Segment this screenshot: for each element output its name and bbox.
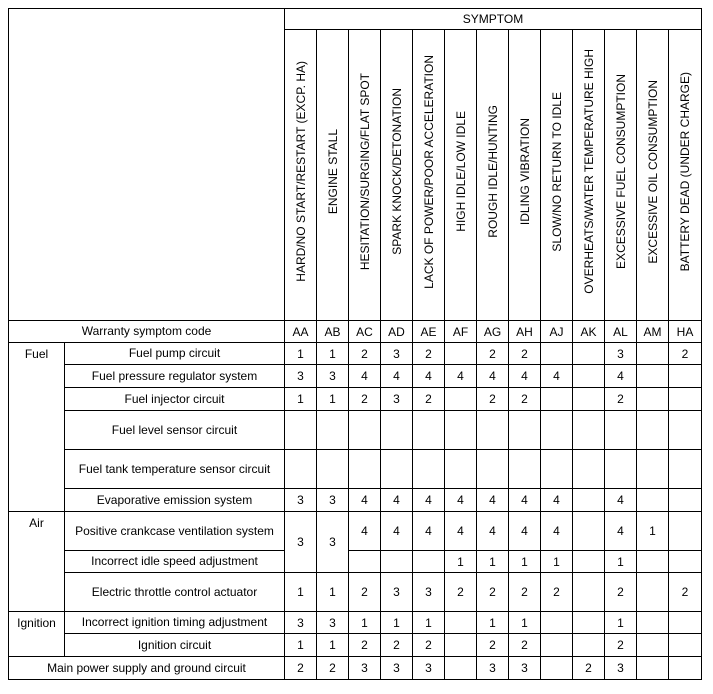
table-cell: 3 <box>413 657 445 680</box>
column-header <box>541 30 573 321</box>
table-cell: 3 <box>605 657 637 680</box>
table-cell <box>413 450 445 489</box>
table-cell: 2 <box>477 634 509 657</box>
table-cell: 1 <box>509 551 541 573</box>
table-cell <box>573 450 605 489</box>
table-cell: 1 <box>285 634 317 657</box>
table-cell <box>573 489 605 512</box>
table-cell: 3 <box>381 388 413 411</box>
table-cell <box>637 489 669 512</box>
table-cell: 2 <box>573 657 605 680</box>
column-header <box>637 30 669 321</box>
table-cell <box>669 450 702 489</box>
table-cell: 2 <box>413 388 445 411</box>
table-cell <box>669 657 702 680</box>
table-cell <box>541 657 573 680</box>
warranty-code: AL <box>605 321 637 343</box>
table-cell: 3 <box>413 573 445 612</box>
table-cell: 2 <box>605 634 637 657</box>
table-cell <box>445 343 477 365</box>
table-cell: 4 <box>349 512 381 551</box>
column-header <box>573 30 605 321</box>
table-cell <box>413 411 445 450</box>
table-cell: 4 <box>413 365 445 388</box>
table-cell <box>445 634 477 657</box>
table-cell <box>477 411 509 450</box>
table-cell <box>669 551 702 573</box>
table-cell: 4 <box>541 512 573 551</box>
row-label: Evaporative emission system <box>65 489 285 512</box>
table-cell: 2 <box>477 343 509 365</box>
table-cell <box>637 450 669 489</box>
table-cell: 2 <box>413 634 445 657</box>
column-header-text: SPARK KNOCK/DETONATION <box>389 88 404 255</box>
table-cell: 1 <box>509 612 541 634</box>
symptom-matrix <box>8 8 702 680</box>
table-cell: 1 <box>605 551 637 573</box>
table-cell: 2 <box>349 634 381 657</box>
table-cell <box>541 634 573 657</box>
table-cell <box>349 450 381 489</box>
table-cell <box>669 634 702 657</box>
table-cell: 2 <box>349 343 381 365</box>
table-cell: 3 <box>381 657 413 680</box>
table-cell: 4 <box>605 365 637 388</box>
table-cell <box>637 573 669 612</box>
table-cell: 3 <box>317 512 349 573</box>
table-cell <box>541 612 573 634</box>
warranty-code: AE <box>413 321 445 343</box>
table-cell <box>605 411 637 450</box>
table-row <box>9 657 702 680</box>
table-cell: 4 <box>445 489 477 512</box>
table-cell: 4 <box>445 512 477 551</box>
table-cell: 1 <box>285 343 317 365</box>
column-header <box>349 30 381 321</box>
row-label: Positive crankcase ventilation system <box>65 512 285 551</box>
column-header <box>317 30 349 321</box>
table-cell: 2 <box>477 573 509 612</box>
table-cell: 3 <box>317 612 349 634</box>
table-cell: 3 <box>285 489 317 512</box>
column-header-text: ROUGH IDLE/HUNTING <box>485 105 500 238</box>
table-row <box>9 388 702 411</box>
column-header <box>413 30 445 321</box>
warranty-code: AC <box>349 321 381 343</box>
table-cell: 1 <box>413 612 445 634</box>
table-cell: 4 <box>381 489 413 512</box>
table-cell: 2 <box>413 343 445 365</box>
table-cell: 3 <box>381 343 413 365</box>
table-cell: 4 <box>445 365 477 388</box>
header-blank-cell <box>9 9 285 321</box>
warranty-code: AM <box>637 321 669 343</box>
table-cell <box>637 612 669 634</box>
row-label: Fuel tank temperature sensor circuit <box>65 450 285 489</box>
table-cell: 1 <box>285 573 317 612</box>
table-cell: 4 <box>381 365 413 388</box>
table-cell <box>573 388 605 411</box>
row-label: Main power supply and ground circuit <box>9 657 285 680</box>
table-cell <box>541 343 573 365</box>
table-cell: 2 <box>509 343 541 365</box>
table-cell <box>669 489 702 512</box>
table-cell: 1 <box>317 388 349 411</box>
table-cell <box>637 365 669 388</box>
table-cell <box>317 411 349 450</box>
row-label: Fuel injector circuit <box>65 388 285 411</box>
table-cell <box>637 657 669 680</box>
table-cell: 3 <box>285 612 317 634</box>
table-cell: 2 <box>605 573 637 612</box>
table-cell: 1 <box>445 551 477 573</box>
column-header-text: IDLING VIBRATION <box>517 117 532 226</box>
table-cell: 2 <box>381 634 413 657</box>
table-cell <box>285 450 317 489</box>
row-label: Incorrect idle speed adjustment <box>65 551 285 573</box>
table-cell <box>445 450 477 489</box>
table-cell <box>637 411 669 450</box>
column-header <box>381 30 413 321</box>
table-cell <box>317 450 349 489</box>
table-cell <box>285 411 317 450</box>
column-header <box>509 30 541 321</box>
table-row <box>9 512 702 551</box>
table-row <box>9 551 702 573</box>
row-label: Fuel pressure regulator system <box>65 365 285 388</box>
table-cell <box>445 411 477 450</box>
table-cell <box>573 612 605 634</box>
table-cell: 4 <box>413 489 445 512</box>
symptom-heading: SYMPTOM <box>285 9 702 30</box>
group-label-ignition: Ignition <box>9 612 65 657</box>
table-cell: 4 <box>349 489 381 512</box>
table-cell <box>637 343 669 365</box>
table-cell: 4 <box>605 489 637 512</box>
table-cell <box>509 450 541 489</box>
column-header <box>669 30 702 321</box>
table-cell: 2 <box>669 343 702 365</box>
table-cell <box>509 411 541 450</box>
table-cell: 4 <box>413 512 445 551</box>
table-cell: 1 <box>317 573 349 612</box>
warranty-code: AJ <box>541 321 573 343</box>
column-header <box>445 30 477 321</box>
symptom-table <box>8 8 702 680</box>
table-cell: 2 <box>317 657 349 680</box>
table-cell <box>669 512 702 551</box>
table-row <box>9 343 702 365</box>
column-header-text: BATTERY DEAD (UNDER CHARGE) <box>678 71 692 272</box>
group-label-air: Air <box>9 512 65 612</box>
column-header-text: LACK OF POWER/POOR ACCELERATION <box>421 54 436 289</box>
table-cell: 4 <box>541 489 573 512</box>
table-cell: 2 <box>509 634 541 657</box>
table-cell: 3 <box>317 365 349 388</box>
table-cell <box>381 450 413 489</box>
row-label: Fuel pump circuit <box>65 343 285 365</box>
table-cell: 3 <box>605 343 637 365</box>
table-cell: 2 <box>349 388 381 411</box>
table-cell <box>573 573 605 612</box>
table-cell: 4 <box>381 512 413 551</box>
table-row <box>9 450 702 489</box>
table-cell <box>477 450 509 489</box>
column-header-text: SLOW/NO RETURN TO IDLE <box>549 91 564 252</box>
table-cell <box>637 634 669 657</box>
table-cell: 3 <box>285 512 317 573</box>
table-cell: 2 <box>669 573 702 612</box>
table-cell: 1 <box>477 612 509 634</box>
table-cell: 1 <box>477 551 509 573</box>
row-label: Electric throttle control actuator <box>65 573 285 612</box>
group-label-fuel: Fuel <box>9 343 65 512</box>
warranty-code: AF <box>445 321 477 343</box>
table-cell: 3 <box>477 657 509 680</box>
table-cell <box>381 411 413 450</box>
table-cell <box>541 388 573 411</box>
table-cell <box>669 411 702 450</box>
column-header-text: HIGH IDLE/LOW IDLE <box>453 111 468 232</box>
table-cell: 4 <box>477 489 509 512</box>
warranty-code: AG <box>477 321 509 343</box>
warranty-code: HA <box>669 321 702 343</box>
table-cell: 2 <box>477 388 509 411</box>
table-cell <box>669 388 702 411</box>
table-cell: 2 <box>445 573 477 612</box>
table-cell: 3 <box>381 573 413 612</box>
table-cell: 4 <box>509 489 541 512</box>
table-cell <box>637 388 669 411</box>
table-cell: 4 <box>349 365 381 388</box>
table-cell: 2 <box>541 573 573 612</box>
column-header-text: HESITATION/SURGING/FLAT SPOT <box>357 72 372 271</box>
table-cell: 4 <box>477 512 509 551</box>
warranty-code: AH <box>509 321 541 343</box>
table-cell: 1 <box>349 612 381 634</box>
table-cell <box>573 343 605 365</box>
table-cell: 1 <box>381 612 413 634</box>
table-cell: 2 <box>285 657 317 680</box>
table-cell <box>637 551 669 573</box>
column-header-text: EXCESSIVE FUEL CONSUMPTION <box>613 74 628 269</box>
table-cell <box>381 551 413 573</box>
table-cell <box>573 551 605 573</box>
column-header-text: ENGINE STALL <box>325 128 340 215</box>
warranty-code: AK <box>573 321 605 343</box>
table-cell: 1 <box>541 551 573 573</box>
table-cell <box>349 551 381 573</box>
table-cell: 1 <box>605 612 637 634</box>
table-cell: 3 <box>349 657 381 680</box>
table-row <box>9 573 702 612</box>
warranty-code: AB <box>317 321 349 343</box>
table-cell <box>573 512 605 551</box>
table-row <box>9 411 702 450</box>
table-cell <box>669 365 702 388</box>
table-cell: 4 <box>605 512 637 551</box>
table-cell: 2 <box>349 573 381 612</box>
column-header <box>285 30 317 321</box>
warranty-code: AA <box>285 321 317 343</box>
table-cell: 3 <box>317 489 349 512</box>
table-cell: 2 <box>605 388 637 411</box>
table-row <box>9 634 702 657</box>
column-header-text: OVERHEATS/WATER TEMPERATURE HIGH <box>581 49 596 294</box>
table-cell <box>573 411 605 450</box>
table-cell: 1 <box>285 388 317 411</box>
table-cell <box>349 411 381 450</box>
table-cell: 4 <box>541 365 573 388</box>
table-cell <box>541 411 573 450</box>
table-row <box>9 365 702 388</box>
table-cell: 3 <box>509 657 541 680</box>
table-cell <box>573 365 605 388</box>
column-header-text: EXCESSIVE OIL CONSUMPTION <box>645 79 660 264</box>
table-cell <box>573 634 605 657</box>
table-row <box>9 612 702 634</box>
table-cell <box>445 657 477 680</box>
table-cell: 2 <box>509 573 541 612</box>
table-row <box>9 489 702 512</box>
table-cell: 1 <box>637 512 669 551</box>
table-cell: 4 <box>509 365 541 388</box>
warranty-label: Warranty symptom code <box>9 321 285 343</box>
column-header <box>477 30 509 321</box>
table-cell: 1 <box>317 343 349 365</box>
table-cell <box>445 612 477 634</box>
table-cell: 2 <box>509 388 541 411</box>
row-label: Incorrect ignition timing adjustment <box>65 612 285 634</box>
column-header <box>605 30 637 321</box>
table-cell <box>413 551 445 573</box>
table-cell <box>605 450 637 489</box>
column-header-text: HARD/NO START/RESTART (EXCP. HA) <box>293 61 308 282</box>
table-cell: 4 <box>509 512 541 551</box>
table-cell: 3 <box>285 365 317 388</box>
table-cell <box>541 450 573 489</box>
table-cell <box>669 612 702 634</box>
warranty-code-row <box>9 321 702 343</box>
table-cell <box>445 388 477 411</box>
table-cell: 1 <box>317 634 349 657</box>
table-cell: 4 <box>477 365 509 388</box>
row-label: Fuel level sensor circuit <box>65 411 285 450</box>
row-label: Ignition circuit <box>65 634 285 657</box>
warranty-code: AD <box>381 321 413 343</box>
